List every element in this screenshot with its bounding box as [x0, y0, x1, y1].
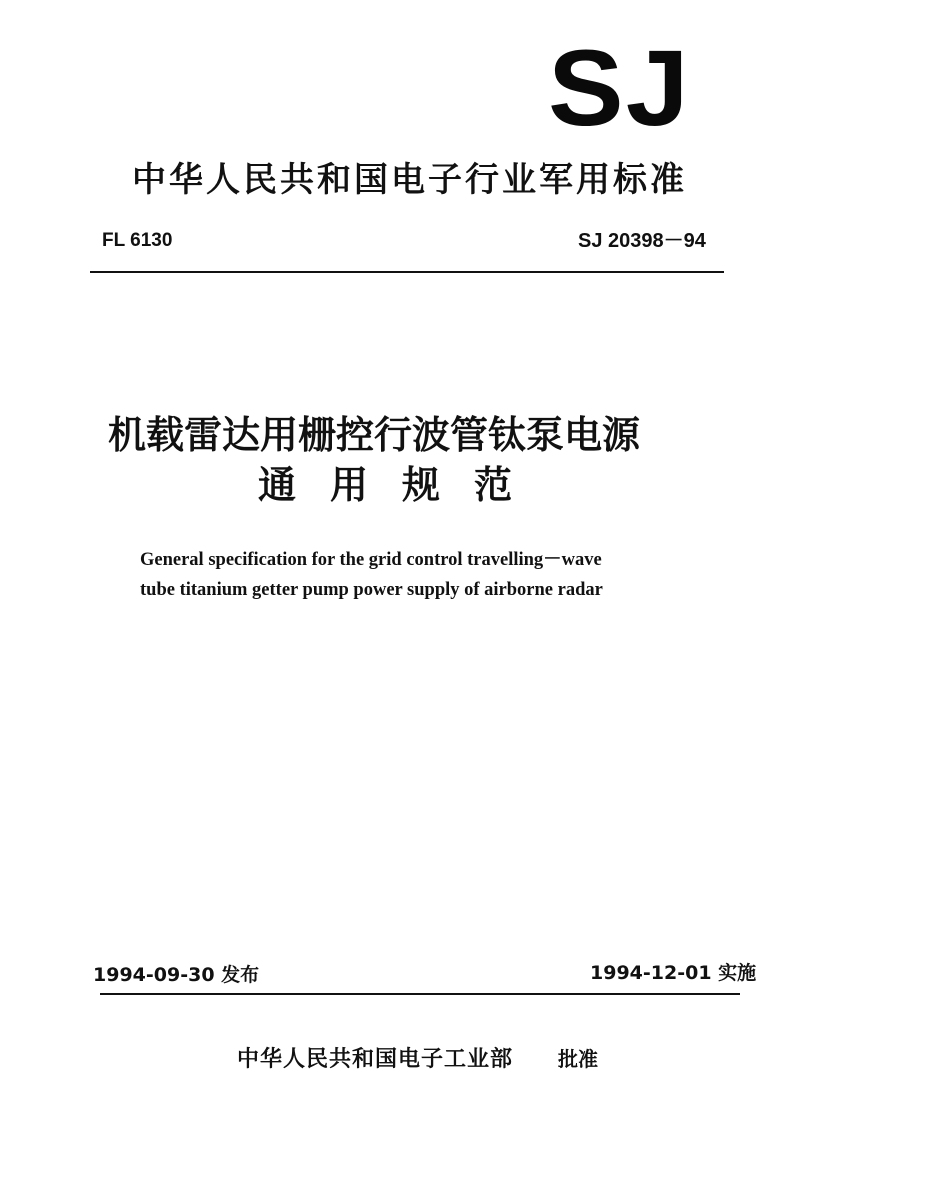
footer-divider [100, 993, 740, 995]
document-title-en-line2: tube titanium getter pump power supply of airborne radar [140, 580, 603, 600]
approval-label: 批准 [558, 1047, 598, 1071]
organization-title: 中华人民共和国电子行业军用标准 [132, 160, 687, 200]
implementation-date: 1994-12-01 实施 [590, 962, 757, 984]
document-title-en-line1: General specification for the grid control travelling－wave [140, 550, 602, 570]
sj-logo-text: SJ [548, 27, 691, 148]
standard-number: SJ 20398－94 [578, 230, 706, 252]
header-divider [90, 271, 724, 273]
classification-code: FL 6130 [102, 230, 173, 251]
approving-authority: 中华人民共和国电子工业部 [237, 1047, 514, 1072]
sj-logo [548, 27, 708, 148]
document-title-zh-line2: 通用规范 [258, 463, 547, 507]
document-title-zh-line1: 机载雷达用栅控行波管钛泵电源 [108, 413, 641, 457]
issue-date: 1994-09-30 发布 [93, 964, 260, 986]
